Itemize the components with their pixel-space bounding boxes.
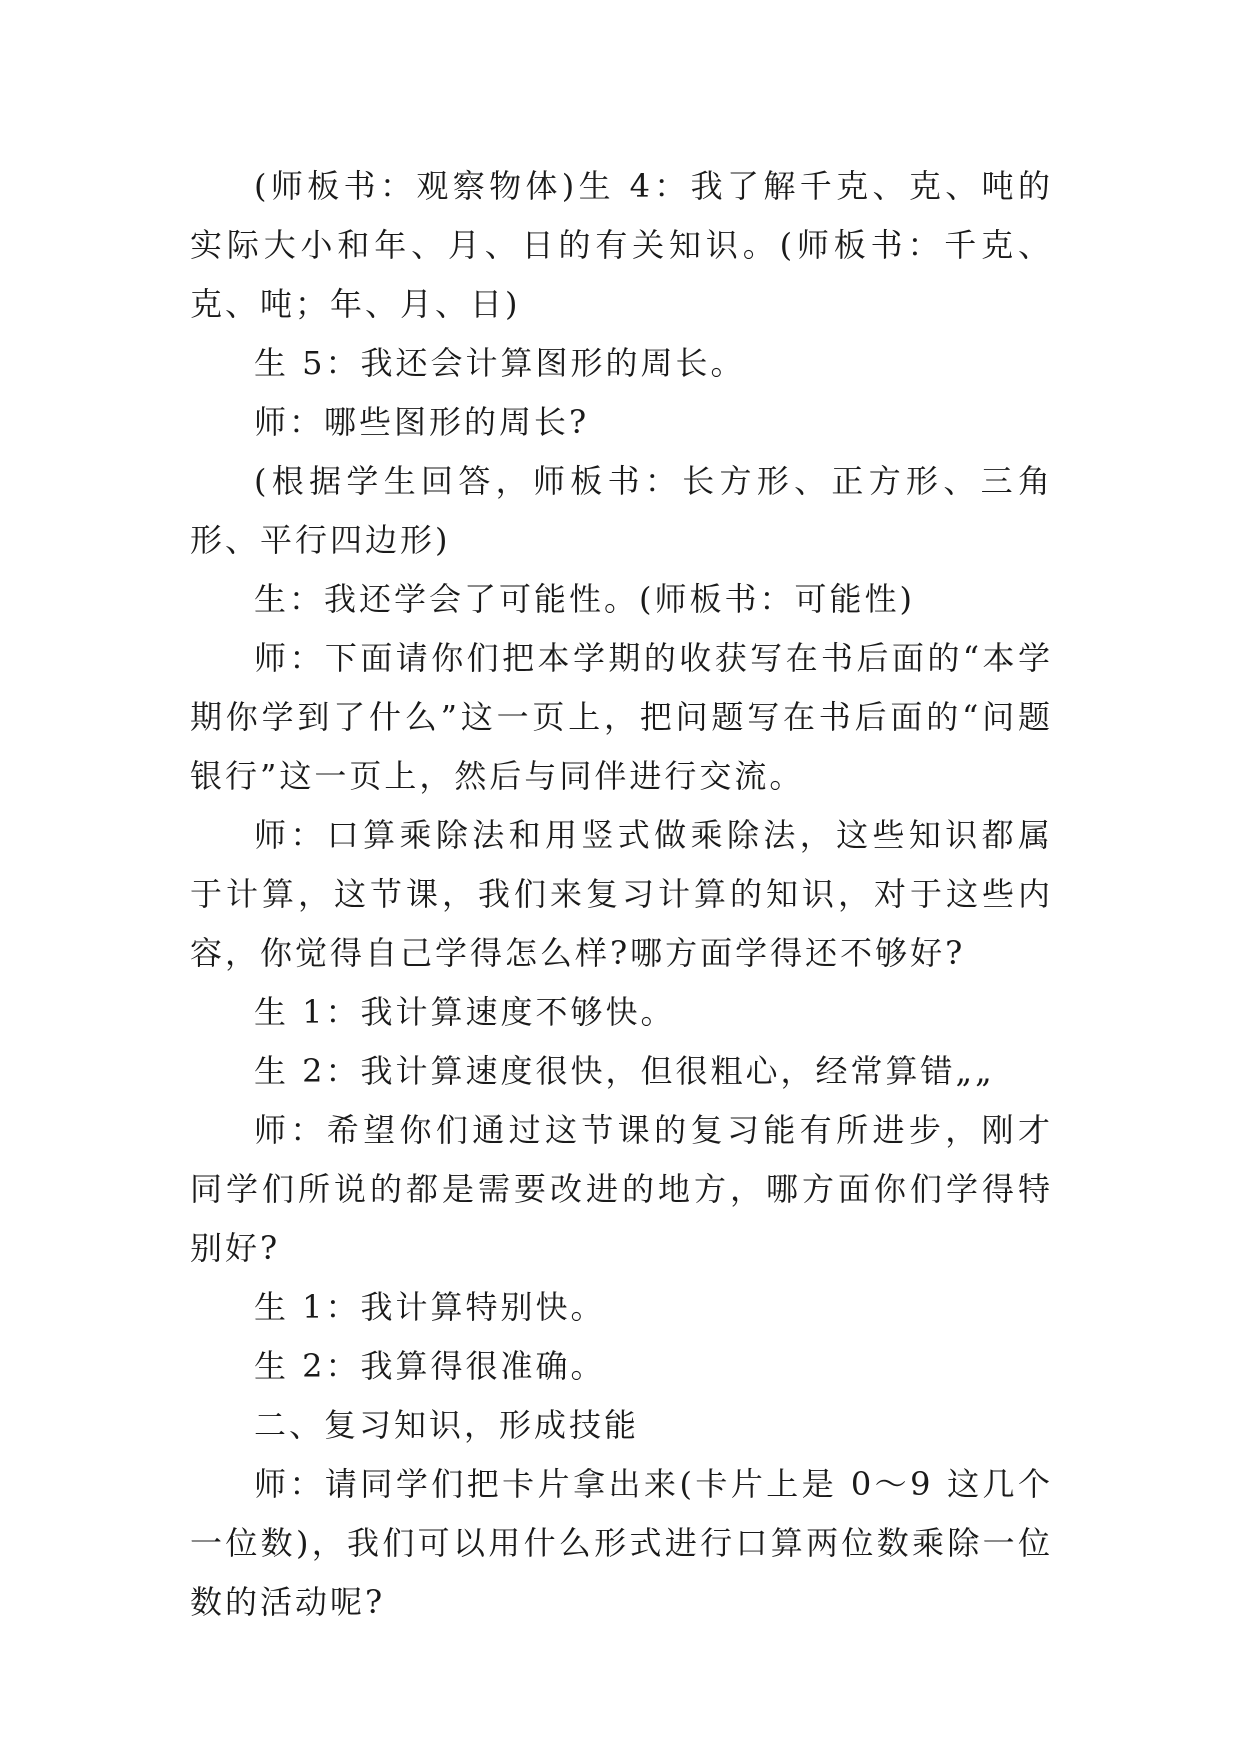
paragraph: 师：请同学们把卡片拿出来(卡片上是 0～9 这几个一位数)，我们可以用什么形式进行口算两位数乘除一位数的活动呢? bbox=[190, 1465, 1053, 1621]
section-heading: 二、复习知识，形成技能 bbox=[254, 1406, 640, 1444]
document-body bbox=[190, 157, 1053, 1632]
paragraph: 师：下面请你们把本学期的收获写在书后面的“本学期你学到了什么”这一页上，把问题写在书后面的“问题银行”这一页上，然后与同伴进行交流。 bbox=[190, 639, 1053, 795]
paragraph: 生 1：我计算速度不够快。 bbox=[254, 993, 676, 1031]
paragraph: (师板书：观察物体)生 4：我了解千克、克、吨的实际大小和年、月、日的有关知识。(师板书：千克、克、吨；年、月、日) bbox=[190, 167, 1053, 323]
paragraph: 生：我还学会了可能性。(师板书：可能性) bbox=[254, 580, 915, 618]
paragraph: 生 2：我算得很准确。 bbox=[254, 1347, 606, 1385]
paragraph: 师：口算乘除法和用竖式做乘除法，这些知识都属于计算，这节课，我们来复习计算的知识，对于这些内容，你觉得自己学得怎么样?哪方面学得还不够好? bbox=[190, 816, 1053, 972]
paragraph: 师：哪些图形的周长? bbox=[254, 403, 590, 441]
paragraph: 生 5：我还会计算图形的周长。 bbox=[254, 344, 746, 382]
paragraph: 师：希望你们通过这节课的复习能有所进步，刚才同学们所说的都是需要改进的地方，哪方面你们学得特别好? bbox=[190, 1111, 1053, 1267]
paragraph: 生 2：我计算速度很快，但很粗心，经常算错„„ bbox=[254, 1052, 995, 1090]
paragraph: (根据学生回答，师板书：长方形、正方形、三角形、平行四边形) bbox=[190, 462, 1053, 559]
paragraph: 生 1：我计算特别快。 bbox=[254, 1288, 606, 1326]
